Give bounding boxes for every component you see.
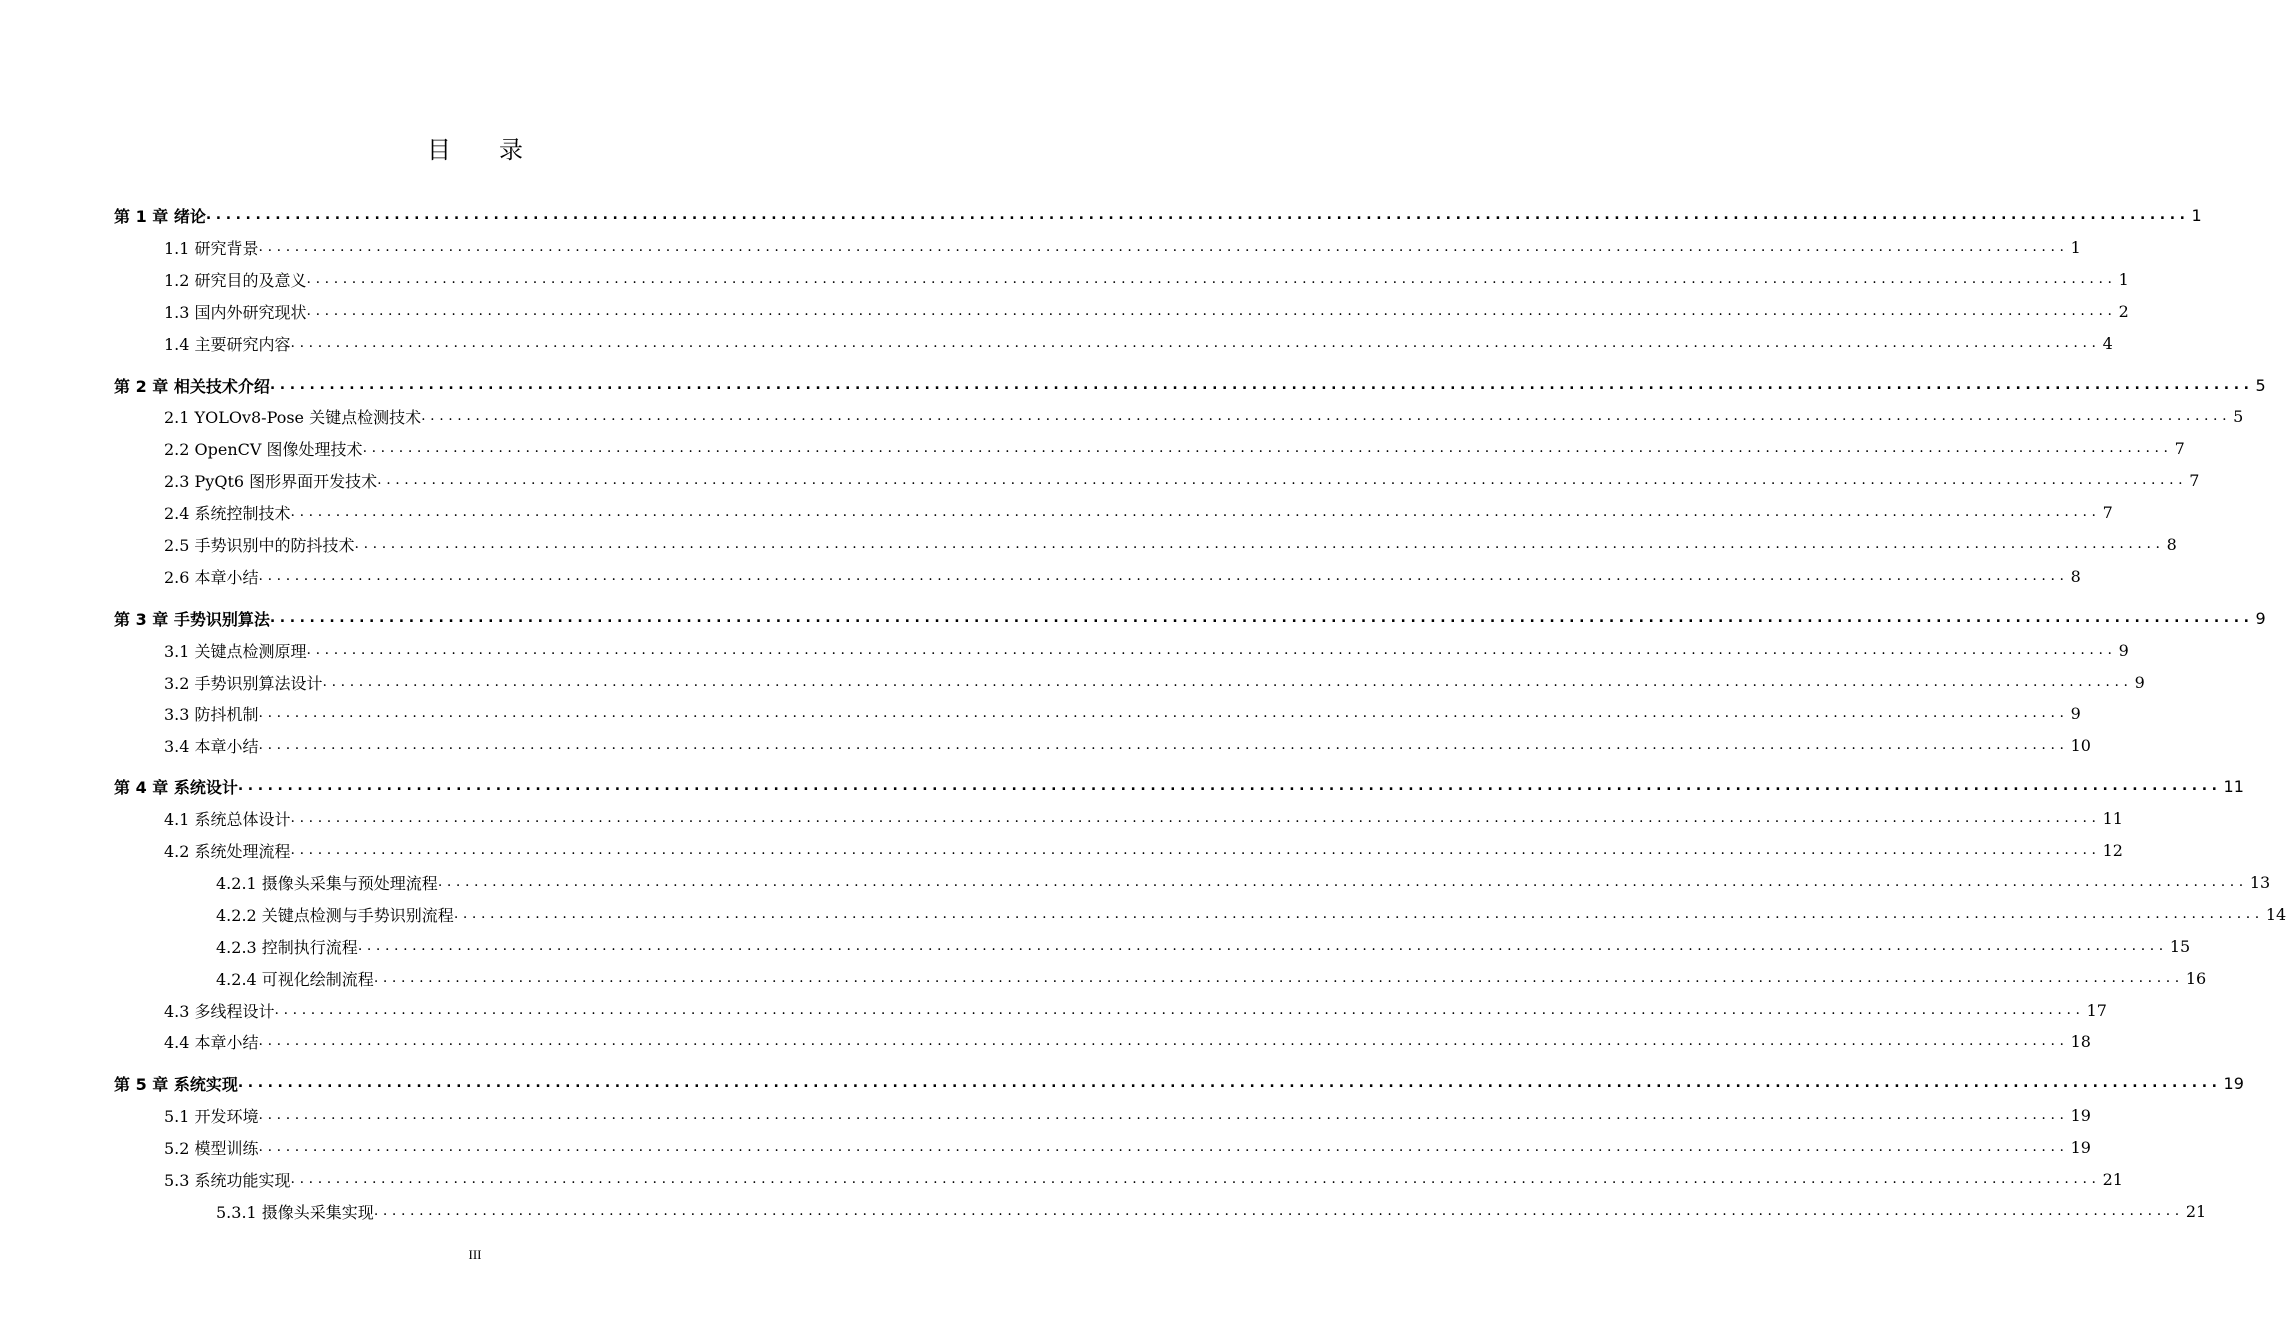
toc-section-entry[interactable] — [164, 806, 2123, 830]
toc-leader-dots: ........................................................................................................................................................................................................ — [306, 303, 2117, 319]
toc-entry-label: 2.6 本章小结 — [164, 567, 259, 587]
toc-leader-dots: ........................................................................................................................................................................................................ — [269, 610, 2254, 626]
toc-section-entry[interactable] — [164, 436, 2185, 460]
toc-chapter-entry[interactable] — [114, 203, 2202, 227]
toc-leader-dots: ........................................................................................................................................................................................................ — [269, 377, 2254, 393]
toc-leader-dots: ........................................................................................................................................................................................................ — [306, 642, 2117, 658]
toc-section-entry[interactable] — [164, 998, 2107, 1022]
toc-page-number: 14 — [2265, 904, 2286, 924]
toc-leader-dots: ........................................................................................................................................................................................................ — [290, 810, 2101, 826]
toc-leader-dots: ........................................................................................................................................................................................................ — [437, 874, 2248, 890]
page-title — [0, 130, 950, 165]
toc-entry-label: 2.5 手势识别中的防抖技术 — [164, 535, 355, 555]
toc-entry-label: 4.2.4 可视化绘制流程 — [216, 969, 374, 989]
toc-section-entry[interactable] — [164, 267, 2129, 291]
toc-entry-label: 5.3 系统功能实现 — [164, 1170, 291, 1190]
toc-entry-label: 2.4 系统控制技术 — [164, 503, 291, 523]
toc-leader-dots: ........................................................................................................................................................................................................ — [258, 1033, 2069, 1049]
toc-page-number: 10 — [2070, 735, 2091, 755]
toc-entry-label: 3.4 本章小结 — [164, 736, 259, 756]
toc-page-number: 1 — [2070, 237, 2081, 257]
toc-leader-dots: ........................................................................................................................................................................................................ — [357, 938, 2168, 954]
toc-entry-label: 3.2 手势识别算法设计 — [164, 673, 323, 693]
toc-entry-label: 2.1 YOLOv8-Pose 关键点检测技术 — [164, 407, 422, 427]
toc-page-number: 19 — [2070, 1137, 2091, 1157]
toc-entry-label: 第 2 章 相关技术介绍 — [114, 376, 270, 396]
toc-leader-dots: ........................................................................................................................................................................................................ — [237, 1075, 2222, 1091]
title-char-2: 录 — [499, 136, 523, 164]
toc-leader-dots: ........................................................................................................................................................................................................ — [258, 737, 2069, 753]
toc-page-number: 21 — [2102, 1169, 2123, 1189]
toc-leader-dots: ........................................................................................................................................................................................................ — [258, 1139, 2069, 1155]
toc-section-entry[interactable] — [164, 638, 2129, 662]
toc-section-entry[interactable] — [164, 838, 2123, 862]
toc-page-number: 8 — [2070, 566, 2081, 586]
toc-subsection-entry[interactable] — [216, 934, 2191, 958]
toc-entry-label: 第 1 章 绪论 — [114, 206, 206, 226]
toc-leader-dots: ........................................................................................................................................................................................................ — [258, 1107, 2069, 1123]
toc-page-number: 5 — [2233, 406, 2244, 426]
toc-leader-dots: ........................................................................................................................................................................................................ — [354, 536, 2165, 552]
toc-leader-dots: ........................................................................................................................................................................................................ — [421, 408, 2232, 424]
toc-entry-label: 4.2.3 控制执行流程 — [216, 937, 358, 957]
toc-entry-label: 4.2.1 摄像头采集与预处理流程 — [216, 873, 438, 893]
toc-page-number: 9 — [2255, 608, 2266, 628]
toc-section-entry[interactable] — [164, 235, 2081, 259]
toc-entry-label: 4.1 系统总体设计 — [164, 809, 291, 829]
toc-leader-dots: ........................................................................................................................................................................................................ — [290, 504, 2101, 520]
toc-page-number: 17 — [2086, 1000, 2107, 1020]
toc-section-entry[interactable] — [164, 404, 2244, 428]
toc-page-number: 21 — [2185, 1201, 2207, 1221]
toc-section-entry[interactable] — [164, 670, 2145, 694]
toc-subsection-entry[interactable] — [216, 1199, 2207, 1223]
toc-page-number: 5 — [2255, 375, 2266, 395]
toc-page-number: 7 — [2102, 502, 2113, 522]
toc-page-number: 19 — [2070, 1105, 2091, 1125]
toc-leader-dots: ........................................................................................................................................................................................................ — [290, 335, 2101, 351]
toc-page-number: 19 — [2223, 1073, 2244, 1093]
toc-entry-label: 5.1 开发环境 — [164, 1106, 259, 1126]
toc-section-entry[interactable] — [164, 532, 2177, 556]
toc-page-number: 9 — [2070, 703, 2081, 723]
toc-section-entry[interactable] — [164, 468, 2200, 492]
toc-page-number: 11 — [2223, 776, 2244, 796]
toc-page-number: 13 — [2249, 872, 2271, 892]
toc-entry-label: 第 4 章 系统设计 — [114, 777, 238, 797]
toc-chapter-entry[interactable] — [114, 774, 2244, 798]
toc-section-entry[interactable] — [164, 1135, 2091, 1159]
toc-entry-label: 2.3 PyQt6 图形界面开发技术 — [164, 471, 378, 491]
toc-page-number: 18 — [2070, 1031, 2091, 1051]
toc-leader-dots: ........................................................................................................................................................................................................ — [274, 1002, 2085, 1018]
toc-page-number: 11 — [2102, 808, 2123, 828]
toc-page-number: 8 — [2166, 534, 2177, 554]
toc-section-entry[interactable] — [164, 299, 2129, 323]
toc-entry-label: 5.2 模型训练 — [164, 1138, 259, 1158]
toc-entry-label: 第 5 章 系统实现 — [114, 1074, 238, 1094]
toc-section-entry[interactable] — [164, 500, 2113, 524]
toc-entry-label: 4.2 系统处理流程 — [164, 841, 291, 861]
toc-section-entry[interactable] — [164, 701, 2081, 725]
toc-leader-dots: ........................................................................................................................................................................................................ — [322, 674, 2133, 690]
toc-page-number: 7 — [2189, 470, 2200, 490]
toc-page-number: 2 — [2118, 301, 2129, 321]
toc-entry-label: 3.3 防抖机制 — [164, 704, 259, 724]
toc-leader-dots: ........................................................................................................................................................................................................ — [237, 778, 2222, 794]
toc-entry-label: 1.3 国内外研究现状 — [164, 302, 307, 322]
toc-page-number: 15 — [2169, 936, 2191, 956]
toc-leader-dots: ........................................................................................................................................................................................................ — [362, 440, 2173, 456]
toc-entry-label: 2.2 OpenCV 图像处理技术 — [164, 439, 363, 459]
toc-section-entry[interactable] — [164, 733, 2091, 757]
toc-leader-dots: ........................................................................................................................................................................................................ — [258, 568, 2069, 584]
toc-entry-label: 1.2 研究目的及意义 — [164, 270, 307, 290]
toc-leader-dots: ........................................................................................................................................................................................................ — [377, 472, 2188, 488]
toc-page-number: 9 — [2134, 672, 2145, 692]
toc-section-entry[interactable] — [164, 1029, 2091, 1053]
toc-entry-label: 1.4 主要研究内容 — [164, 334, 291, 354]
toc-section-entry[interactable] — [164, 564, 2081, 588]
toc-leader-dots: ........................................................................................................................................................................................................ — [258, 239, 2069, 255]
toc-entry-label: 4.3 多线程设计 — [164, 1001, 275, 1021]
toc-subsection-entry[interactable] — [216, 966, 2207, 990]
toc-section-entry[interactable] — [164, 1167, 2123, 1191]
toc-page-number: 12 — [2102, 840, 2123, 860]
toc-leader-dots: ........................................................................................................................................................................................................ — [306, 271, 2117, 287]
toc-chapter-entry[interactable] — [114, 1071, 2244, 1095]
toc-entry-label: 第 3 章 手势识别算法 — [114, 609, 270, 629]
toc-subsection-entry[interactable] — [216, 870, 2271, 894]
toc-entry-label: 4.2.2 关键点检测与手势识别流程 — [216, 905, 454, 925]
toc-leader-dots: ........................................................................................................................................................................................................ — [290, 1171, 2101, 1187]
toc-subsection-entry[interactable] — [216, 902, 2286, 926]
toc-page-number: 16 — [2185, 968, 2207, 988]
page-number: III — [468, 1247, 482, 1262]
toc-page-number: 9 — [2118, 640, 2129, 660]
toc-page-number: 1 — [2191, 205, 2202, 225]
toc-entry-label: 4.4 本章小结 — [164, 1032, 259, 1052]
toc-section-entry[interactable] — [164, 331, 2113, 355]
toc-leader-dots: ........................................................................................................................................................................................................ — [373, 970, 2184, 986]
toc-section-entry[interactable] — [164, 1103, 2091, 1127]
title-char-1: 目 — [427, 136, 451, 164]
toc-leader-dots: ........................................................................................................................................................................................................ — [258, 705, 2069, 721]
toc-leader-dots: ........................................................................................................................................................................................................ — [453, 906, 2264, 922]
toc-page-number: 7 — [2174, 438, 2185, 458]
toc-entry-label: 3.1 关键点检测原理 — [164, 641, 307, 661]
toc-page-number: 1 — [2118, 269, 2129, 289]
toc-entry-label: 1.1 研究背景 — [164, 238, 259, 258]
toc-leader-dots: ........................................................................................................................................................................................................ — [205, 207, 2190, 223]
toc-chapter-entry[interactable] — [114, 606, 2266, 630]
toc-leader-dots: ........................................................................................................................................................................................................ — [373, 1203, 2184, 1219]
toc-page-number: 4 — [2102, 333, 2113, 353]
toc-chapter-entry[interactable] — [114, 373, 2266, 397]
toc-entry-label: 5.3.1 摄像头采集实现 — [216, 1202, 374, 1222]
toc-leader-dots: ........................................................................................................................................................................................................ — [290, 842, 2101, 858]
